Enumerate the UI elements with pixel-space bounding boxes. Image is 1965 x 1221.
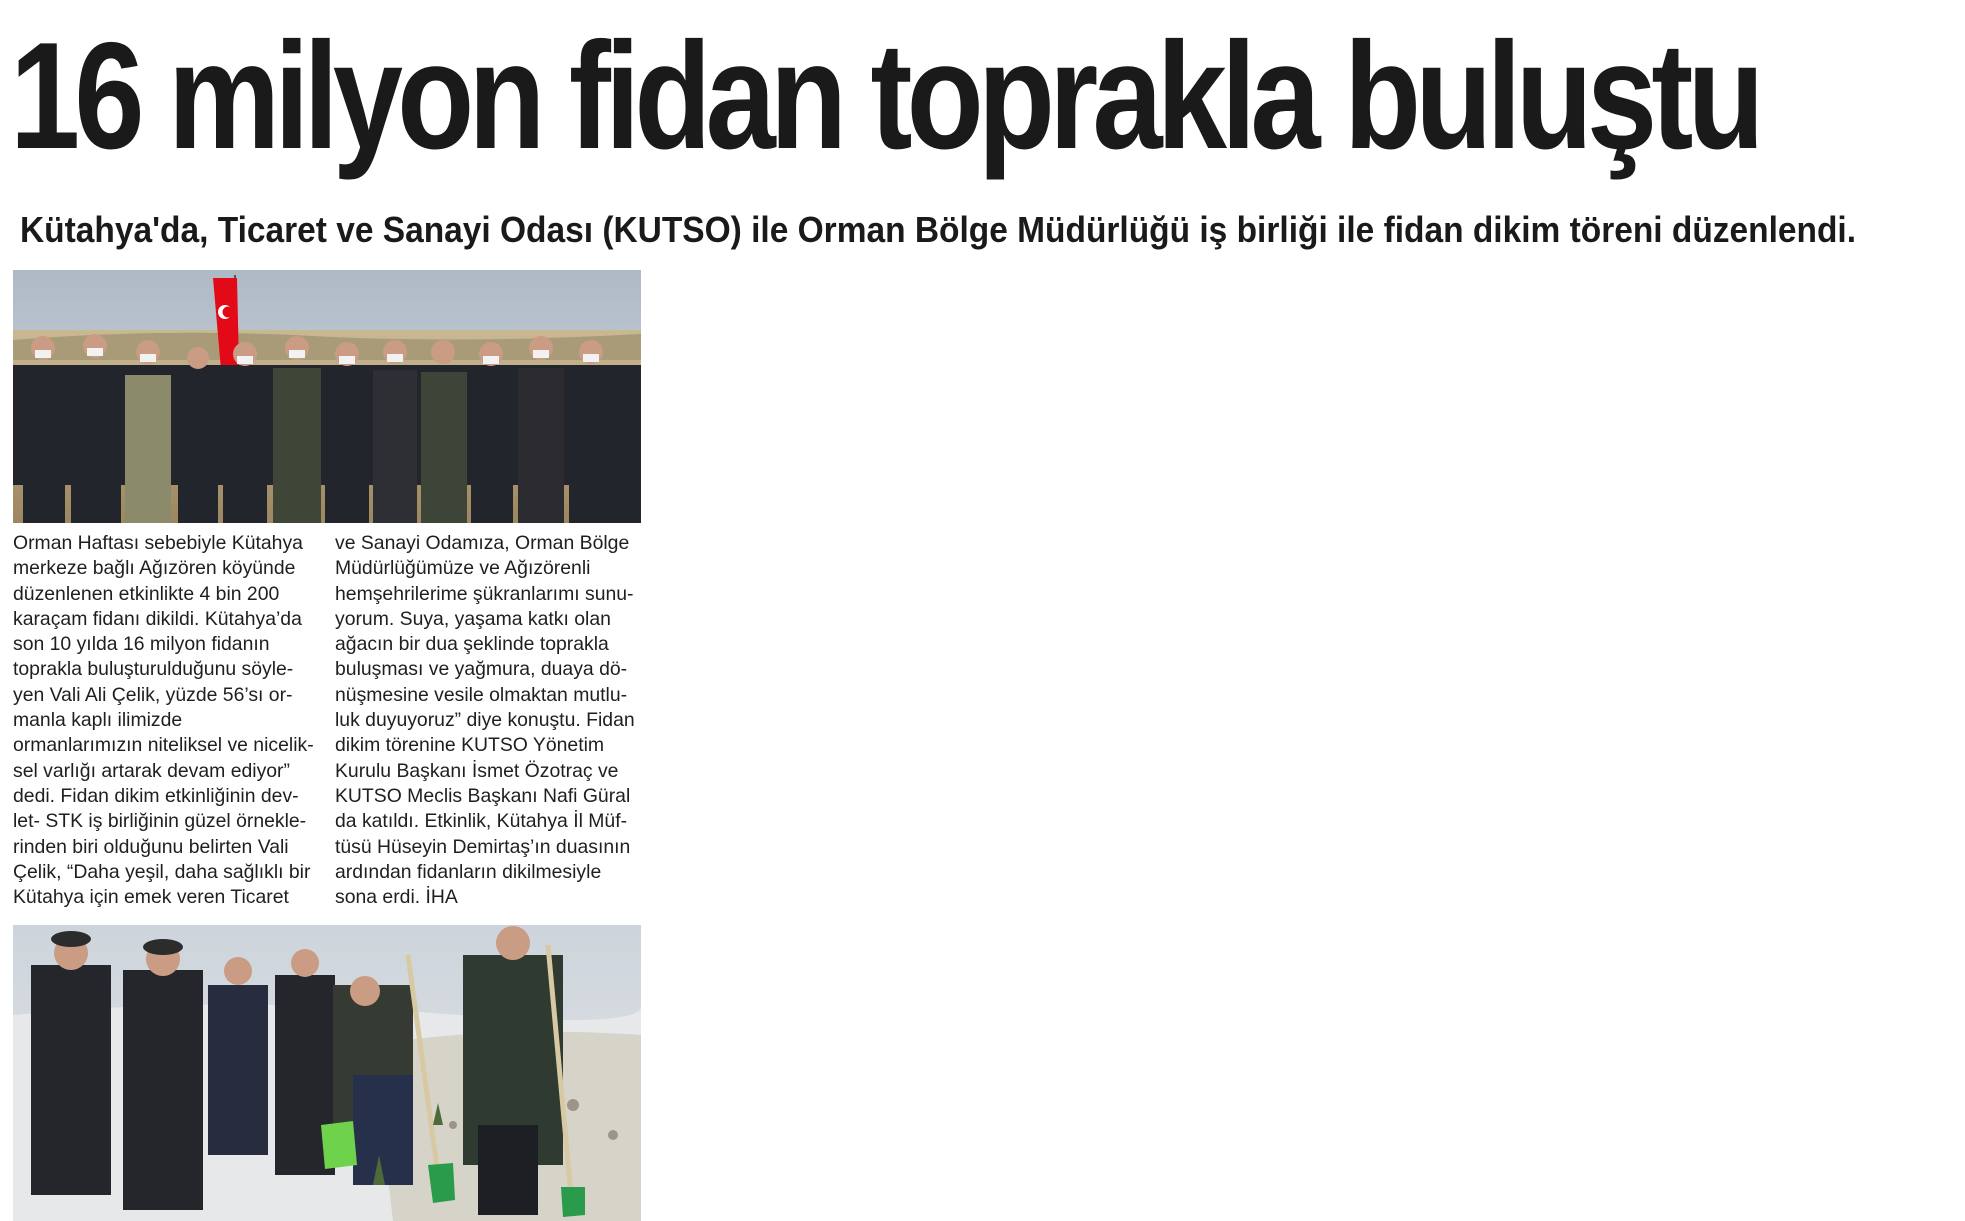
article-body-column-1: Orman Haftası sebebiyle Kütahya merkeze bağlı Ağızören köyünde düzenlenen etkinlikte 4 bin 200 karaçam fidanı dikildi. Kütahya’da son 10 yılda 16 milyon fidanın toprakla buluşturulduğunu söyle- yen Vali Ali Çelik, yüzde 56’sı or- manla kaplı ilimizde ormanlarımızın niteliksel ve nicelik- sel varlığı artarak devam ediyor” dedi. Fidan dikim etkinliğinin dev- let- STK iş birliğinin güzel örnekle- rinden biri olduğunu belirten Vali Çelik, “Daha yeşil, daha sağlıklı bir Kütahya için emek veren Ticaret	[13, 532, 314, 909]
deck-subheadline: Kütahya'da, Ticaret ve Sanayi Odası (KUTSO) ile Orman Bölge Müdürlüğü iş birliği ile fidan dikim töreni düzenlendi.	[20, 209, 1857, 250]
ceremony-photo-prayer	[13, 270, 641, 523]
headline: 16 milyon fidan toprakla buluştu	[10, 11, 1759, 181]
article-body-column-2: ve Sanayi Odamıza, Orman Bölge Müdürlüğümüze ve Ağızörenli hemşehrilerime şükranlarımı sunu- yorum. Suya, yaşama katkı olan ağacın bir dua şeklinde toprakla buluşması ve yağmura, duaya dö- nüşmesine vesile olmaktan mutlu- luk duyuyoruz” diye konuştu. Fidan dikim törenine KUTSO Yönetim Kurulu Başkanı İsmet Özotraç ve KUTSO Meclis Başkanı Nafi Güral da katıldı. Etkinlik, Kütahya İl Müf- tüsü Hüseyin Demirtaş’ın duasının ardından fidanların dikilmesiyle sona erdi. İHA	[335, 532, 635, 909]
ceremony-photo-planting	[13, 925, 641, 1221]
